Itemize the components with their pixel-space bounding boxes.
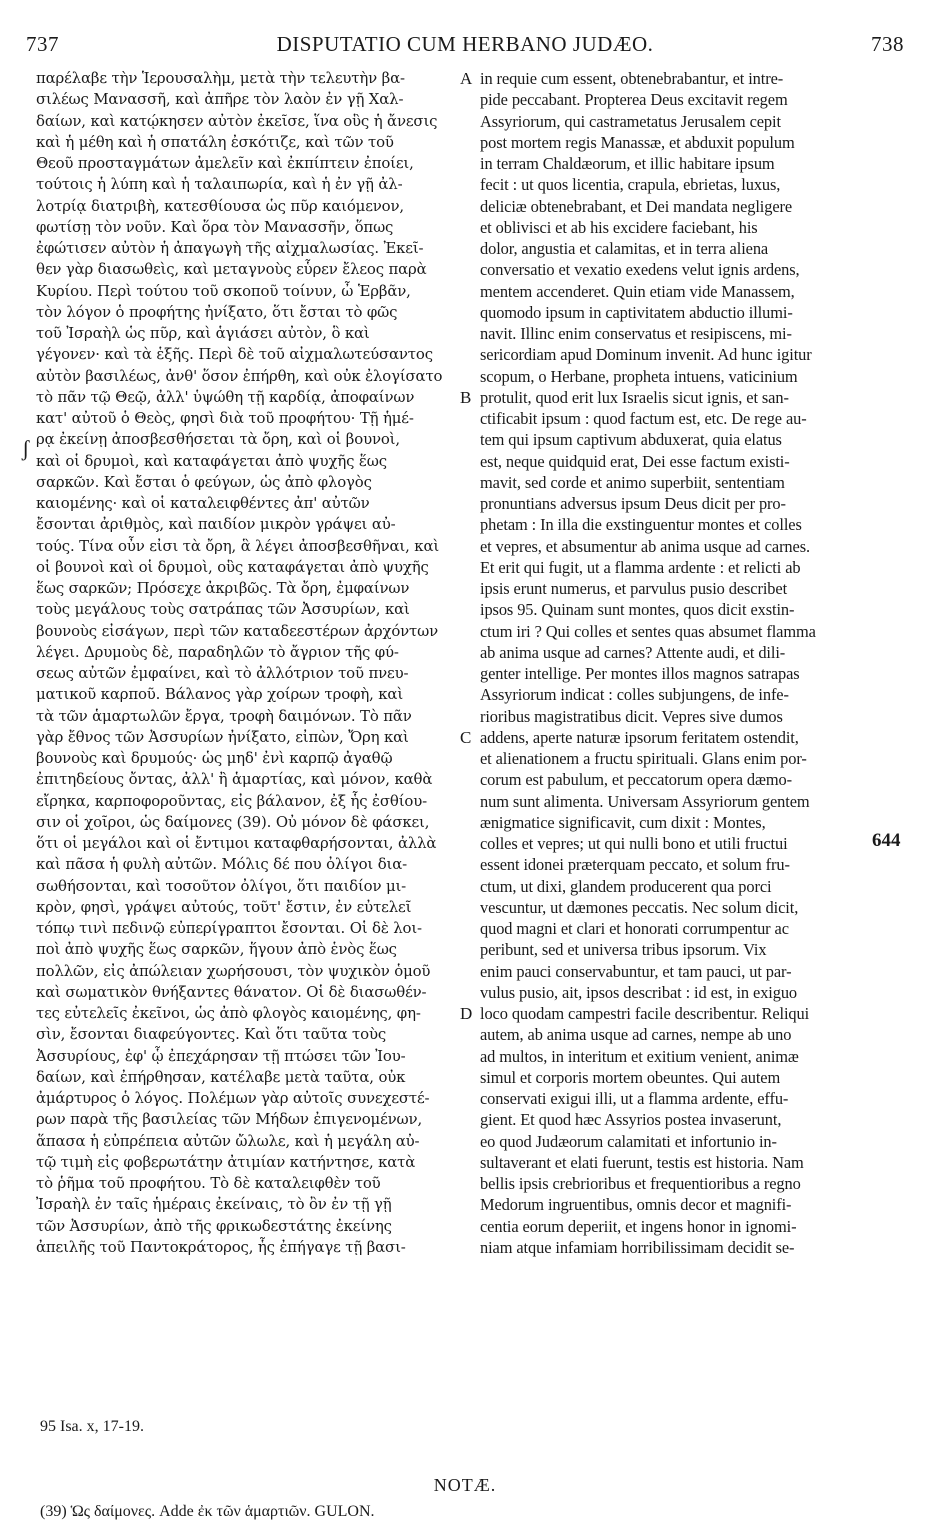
latin-text-line: ab anima usque ad carnes? Attente audi, et dili- bbox=[480, 642, 786, 662]
note-text: (39) Ὡς δαίμονες. Adde ἐκ τῶν ἁμαρτιῶν. GULON. bbox=[40, 1503, 375, 1520]
greek-text-line: ἅπασα ἡ εὐπρέπεια αὐτῶν ὤλωλε, καὶ ἡ μεγάλη αὐ- bbox=[36, 1131, 420, 1150]
latin-text-line: et alienationem a fructu spirituali. Glans enim por- bbox=[480, 749, 807, 768]
greek-text-line: τῶν Ἀσσυρίων, ἀπὸ τῆς φρικωδεστάτης ἐκείνης bbox=[36, 1216, 392, 1235]
latin-text-line: scopum, o Herbane, propheta intuens, vaticinium bbox=[480, 366, 798, 386]
greek-text-line: κατ' αὐτοῦ ὁ Θεὸς, φησὶ διὰ τοῦ προφήτου· Τῇ ἡμέ- bbox=[36, 409, 414, 427]
margin-mark: ʃ bbox=[22, 436, 30, 461]
latin-text-line: ipsis erunt numerus, et parvulus pusio describet bbox=[480, 579, 788, 598]
greek-text-line: ἕως σαρκῶν; Πρόσεχε ἀκριβῶς. Τὰ ὄρη, ἐμφαίνων bbox=[36, 579, 410, 597]
latin-text-line: et vepres, et absumentur ab anima usque ad carnes. bbox=[480, 536, 810, 556]
latin-text-line: Assyriorum indicat : colles subjungens, de infe- bbox=[480, 685, 789, 705]
section-letter: C bbox=[460, 727, 472, 747]
latin-text-line: ænigmatice significavit, cum dixit : Montes, bbox=[480, 812, 766, 832]
greek-text-line: φωτίσῃ τὸν νοῦν. Καὶ ὅρα τὸν Μανασσῆν, ὅπως bbox=[36, 217, 394, 236]
greek-text-line: τὸν λόγον ὁ προφήτης ἠνίξατο, ὅτι ἔσται τὸ φῶς bbox=[36, 302, 398, 321]
latin-text-line: genter intellige. Per montes illos magnos satrapas bbox=[480, 664, 800, 683]
latin-text-line: et oblivisci et ab his excidere faciebant, his bbox=[480, 217, 758, 237]
section-letter: A bbox=[460, 69, 473, 88]
footnote: 95 Isa. x, 17-19. bbox=[40, 1418, 144, 1435]
greek-text-line: καὶ σωματικὸν θνήξαντες θάνατον. Οἱ δὲ διασωθέν- bbox=[36, 982, 427, 1001]
latin-text-line: in terram Chaldæorum, et illic habitare ipsum bbox=[480, 154, 775, 173]
latin-text-line: quomodo ipsum in captivitatem abductio illumi- bbox=[480, 302, 793, 322]
latin-text-line: Assyriorum, qui castrametatus Jerusalem cepit bbox=[480, 111, 781, 131]
greek-text-line: τὰ τῶν ἁμαρτωλῶν ἔργα, τροφὴ δαιμόνων. Τὸ πᾶν bbox=[36, 706, 412, 725]
greek-text-line: τοῦ Ἰσραὴλ ὡς πῦρ, καὶ ἁγιάσει αὐτὸν, ὃ καὶ bbox=[36, 324, 370, 342]
latin-text-line: post mortem regis Manassæ, et abduxit populum bbox=[480, 132, 795, 152]
greek-text-line: σιν οἱ χοῖροι, ὡς δαίμονες (39). Οὐ μόνον δὲ φάσκει, bbox=[36, 812, 430, 831]
latin-text-line: phetam : In illa die exstinguentur montes et colles bbox=[480, 515, 802, 535]
page-header bbox=[26, 32, 904, 58]
latin-text-line: in requie cum essent, obtenebrabantur, et intre- bbox=[480, 69, 784, 88]
greek-text-line: καὶ πᾶσα ἡ φυλὴ αὐτῶν. Μόλις δέ που ὀλίγοι δια- bbox=[36, 855, 407, 874]
latin-text-line: ipsos 95. Quinam sunt montes, quos dicit exstin- bbox=[480, 600, 795, 620]
greek-text-line: δαίων, καὶ κατῴκησεν αὐτὸν ἐκεῖσε, ἵνα οὓς ἡ ἄνεσις bbox=[36, 111, 438, 130]
greek-text-line: εἴρηκα, καρποφοροῦντας, εἰς βάλανον, ἐξ ἧς ἐσθίου- bbox=[36, 791, 427, 810]
latin-text-line: mentem accenderet. Quin etiam vide Manassem, bbox=[480, 281, 795, 301]
greek-text-line: τὸ πᾶν τῷ Θεῷ, ἀλλ' ὑψώθη τῇ καρδίᾳ, ἀποφαίνων bbox=[36, 387, 415, 406]
latin-column bbox=[480, 68, 900, 1258]
greek-column bbox=[36, 68, 456, 1258]
greek-text-line: γὰρ ἔθνος τῶν Ἀσσυρίων ἠνίξατο, εἰπὼν, Ὄρη καὶ bbox=[36, 727, 409, 746]
latin-text-line: sultaverant et elati fuerunt, testis est historia. Nam bbox=[480, 1152, 804, 1172]
running-title: DISPUTATIO CUM HERBANO JUDÆO. bbox=[276, 32, 654, 56]
latin-text-line: fecit : ut quos licentia, crapula, ebrietas, luxus, bbox=[480, 175, 781, 195]
latin-text-line: navit. Illinc enim conservatus et resipiscens, mi- bbox=[480, 324, 792, 343]
section-letter: B bbox=[460, 387, 472, 407]
latin-text-line: protulit, quod erit lux Israelis sicut ignis, et san- bbox=[480, 387, 789, 407]
latin-text-line: centia eorum deperiit, et ingens honor in ignomi- bbox=[480, 1216, 797, 1236]
latin-text-line: deliciæ obtenebrabant, et Dei mandata negligere bbox=[480, 196, 793, 216]
greek-text-line: Ἰσραὴλ ἐν ταῖς ἡμέραις ἐκείναις, τὸ ὂν ἐν τῇ γῇ bbox=[36, 1195, 392, 1214]
latin-text-line: num sunt alimenta. Universam Assyriorum gentem bbox=[480, 791, 810, 811]
latin-text-line: essent idonei præterquam peccato, et solum fru- bbox=[480, 855, 790, 875]
latin-text-line: ctificabit ipsum : quod factum est, etc. De rege au- bbox=[480, 409, 807, 428]
greek-text-line: τοὺς μεγάλους τοὺς σατράπας τῶν Ἀσσυρίων, καὶ bbox=[36, 600, 410, 619]
greek-text-line: σὶν, ἔσονται διαφεύγοντες. Καὶ ὅτι ταῦτα τοὺς bbox=[36, 1025, 387, 1044]
greek-text-line: ματικοῦ καρποῦ. Βάλανος γὰρ χοίρων τροφὴ, καὶ bbox=[36, 685, 404, 704]
latin-text-line: simul et corporis mortem obeuntes. Qui autem bbox=[480, 1067, 781, 1087]
greek-text-line: ἔσονται ἀριθμὸς, καὶ παιδίον μικρὸν γράψει αὐ- bbox=[36, 515, 396, 534]
greek-text-line: Κυρίου. Περὶ τούτου τοῦ σκοποῦ τοίνυν, ὦ Ἑρβᾶν, bbox=[36, 281, 411, 300]
greek-text-line: κρὸν, φησὶ, γράψει αὐτούς, τοῦτ' ἔστιν, ἐν εὐτελεῖ bbox=[36, 897, 412, 916]
greek-text-line: Θεοῦ προσταγμάτων ἀμελεῖν καὶ ἐκπίπτειν ἐποίει, bbox=[36, 154, 414, 172]
latin-text-line: niam atque infamiam horribilissimam decidit se- bbox=[480, 1237, 795, 1257]
greek-text-line: οἱ βουνοὶ καὶ οἱ δρυμοὶ, οὓς καταφάγεται ἀπὸ ψυχῆς bbox=[36, 557, 429, 576]
greek-text-line: ποὶ ἀπὸ ψυχῆς ἕως σαρκῶν, ἥγουν ἀπὸ ἑνὸς ἕως bbox=[36, 940, 397, 959]
latin-text-line: Medorum ingruentibus, omnis decor et magnifi- bbox=[480, 1195, 792, 1215]
greek-text-line: ρων παρὰ τῆς βασιλείας τῶν Μήδων ἐπιγενομένων, bbox=[36, 1110, 423, 1129]
latin-text-line: vescuntur, ut dæmones peccatis. Nec solum dicit, bbox=[480, 897, 799, 917]
greek-text-line: ἀμάρτυρος ὁ λόγος. Πολέμων γὰρ αὐτοῖς συνεχεστέ- bbox=[36, 1089, 430, 1107]
margin-page-number: 644 bbox=[872, 830, 901, 851]
latin-text-line: conversatio et vexatio exedens velut ignis ardens, bbox=[480, 260, 800, 280]
latin-text-line: vulus pusio, ait, ipsos describat : id est, in exiguo bbox=[480, 982, 798, 1002]
greek-text-line: γέγονεν· καὶ τὰ ἑξῆς. Περὶ δὲ τοῦ αἰχμαλωτεύσαντος bbox=[36, 345, 433, 364]
section-letters bbox=[456, 68, 476, 1118]
latin-text-line: ctum, ut dixi, glandem producerent qua porci bbox=[480, 876, 772, 896]
greek-text-line: καὶ οἱ δρυμοὶ, καὶ καταφάγεται ἀπὸ ψυχῆς ἕως bbox=[36, 451, 387, 470]
greek-text-line: ὅτι οἱ μεγάλοι καὶ οἱ ἔντιμοι καταφθαρήσονται, ἀλλὰ bbox=[36, 834, 437, 852]
latin-text-line: mavit, sed corde et animo superbiit, sententiam bbox=[480, 472, 785, 492]
greek-text-line: καιομένης· καὶ οἱ καταλειφθέντες ἀπ' αὐτῶν bbox=[36, 494, 370, 512]
greek-text-line: βουνοὺς καὶ δρυμούς· ὡς μηδ' ἐνὶ καρπῷ ἀγαθῷ bbox=[36, 749, 393, 767]
latin-text-line: rioribus magistratibus dicit. Vepres sive dumos bbox=[480, 706, 783, 726]
latin-text-line: corum est pabulum, et peccatorum opera dæmo- bbox=[480, 770, 792, 790]
latin-text-line: peribunt, sed et universa tribus ipsorum. Vix bbox=[480, 940, 767, 960]
greek-text-line: Ἀσσυρίους, ἐφ' ᾧ ἐπεχάρησαν τῇ πτώσει τῶν Ἰου- bbox=[36, 1046, 406, 1065]
latin-text-line: enim pauci conservabuntur, et tam pauci, ut par- bbox=[480, 961, 792, 981]
greek-text-line: θεν γὰρ διασωθεὶς, καὶ μεταγνοὺς εὗρεν ἔλεος παρὰ bbox=[36, 260, 427, 279]
latin-text-line: loco quodam campestri facile describentur. Reliqui bbox=[480, 1004, 810, 1023]
latin-text-line: gient. Et quod hæc Assyrios postea invaserunt, bbox=[480, 1110, 782, 1130]
latin-text-line: dolor, angustia et calamitas, et in terra aliena bbox=[480, 239, 769, 258]
latin-text-line: pide peccabant. Propterea Deus excitavit regem bbox=[480, 90, 788, 110]
greek-text-line: σεως αὐτῶν ἐμφαίνει, καὶ τὸ ἀλλότριον τοῦ πνευ- bbox=[36, 664, 409, 682]
greek-text-line: δαίων, καὶ ἐπήρθησαν, κατέλαβε μετὰ ταῦτα, οὐκ bbox=[36, 1067, 406, 1086]
latin-text-line: ad multos, in interitum et exitium venient, animæ bbox=[480, 1046, 799, 1066]
greek-text-line: ἐφώτισεν αὐτὸν ἡ ἀπαγωγὴ τῆς αἰχμαλωσίας. Ἐκεῖ- bbox=[36, 239, 424, 257]
greek-text-line: ἀπειλῆς τοῦ Παντοκράτορος, ἧς ἐπήγαγε τῇ βασι- bbox=[36, 1237, 406, 1256]
greek-text-line: σωθήσονται, καὶ τοσοῦτον ὀλίγοι, ὅτι παιδίον μι- bbox=[36, 876, 407, 895]
latin-text-line: sericordiam apud Dominum invenit. Ad hunc igitur bbox=[480, 345, 812, 365]
greek-text-line: τούς. Τίνα οὖν εἰσι τὰ ὄρη, ἃ λέγει ἀποσβεσθῆναι, καὶ bbox=[36, 536, 440, 555]
greek-text-line: τῷ τιμὴ εἰς φοβερωτάτην ἀτιμίαν κατήντησε, κατὰ bbox=[36, 1152, 416, 1171]
greek-text-line: ἐπιτηδείους ὄντας, ἀλλ' ἢ ἁμαρτίας, καὶ μόνον, καθὰ bbox=[36, 770, 433, 789]
latin-text-line: addens, aperte naturæ ipsorum feritatem ostendit, bbox=[480, 727, 799, 747]
latin-text-line: bellis ipsis crebrioribus et frequentioribus a regno bbox=[480, 1174, 801, 1193]
greek-text-line: τόπῳ τινὶ πεδινῷ εὐπερίγραπτοι ἔσονται. Οἱ δὲ λοι- bbox=[36, 919, 422, 937]
greek-text-line: ρᾳ ἐκείνῃ ἀποσβεσθήσεται τὰ ὄρη, καὶ οἱ βουνοὶ, bbox=[36, 430, 400, 449]
greek-text-line: αὐτὸν βασιλέως, ἀνθ' ὅσον ἐπήρθη, καὶ οὐκ ἐλογίσατο bbox=[36, 366, 443, 385]
latin-text-line: Et erit qui fugit, ut a flamma ardente : et relicti ab bbox=[480, 557, 801, 577]
latin-text-line: est, neque quidquid erat, Dei esse factum existi- bbox=[480, 451, 790, 471]
latin-text-line: conservati exigui illi, ut a flamma ardente, effu- bbox=[480, 1089, 789, 1108]
left-page-number: 737 bbox=[26, 32, 59, 56]
latin-text-line: quod magni et clari et honorati corrumpentur ac bbox=[480, 919, 789, 938]
section-letter: D bbox=[460, 1004, 473, 1023]
greek-text-line: σαρκῶν. Καὶ ἔσται ὁ φεύγων, ὡς ἀπὸ φλογὸς bbox=[36, 472, 372, 491]
greek-text-line: τὸ ῥῆμα τοῦ προφήτου. Τὸ δὲ καταλειφθὲν τοῦ bbox=[36, 1174, 381, 1192]
greek-text-line: τούτοις ἡ λύπη καὶ ἡ ταλαιπωρία, καὶ ἡ ἐν γῇ ἀλ- bbox=[36, 175, 403, 194]
greek-text-line: τες εὐτελεῖς ἐκεῖνοι, ὡς ἀπὸ φλογὸς καιομένης, φη- bbox=[36, 1004, 421, 1022]
greek-text-line: πολλῶν, εἰς ἀπώλειαν χωρήσουσι, τὸν ψυχικὸν ὁμοῦ bbox=[36, 961, 431, 980]
latin-text-line: colles et vepres; ut qui nulli bono et utili fructui bbox=[480, 834, 788, 853]
greek-text-line: καὶ ἡ μέθη καὶ ἡ σπατάλη ἐσκότιζε, καὶ τῶν τοῦ bbox=[36, 132, 394, 151]
greek-text-line: σιλέως Μανασσῆ, καὶ ἀπῆρε τὸν λαὸν ἐν γῇ Χαλ- bbox=[36, 90, 404, 109]
greek-text-line: λοτρίᾳ διατριβὴ, κατεσθίουσα ὡς πῦρ καιόμενον, bbox=[36, 196, 404, 215]
latin-text-line: ctum iri ? Qui colles et sentes quas absumet flamma bbox=[480, 621, 816, 641]
latin-text-line: autem, ab anima usque ad carnes, nempe ab uno bbox=[480, 1025, 792, 1045]
right-page-number: 738 bbox=[871, 32, 904, 56]
greek-text-line: βουνοὺς εἰσάγων, περὶ τῶν καταδεεστέρων ἀρχόντων bbox=[36, 621, 439, 640]
notes-heading: NOTÆ. bbox=[433, 1475, 497, 1495]
greek-text-line: λέγει. Δρυμοὺς δὲ, παραδηλῶν τὸ ἄγριον τῆς φύ- bbox=[36, 642, 399, 661]
greek-text-line: παρέλαβε τὴν Ἱερουσαλὴμ, μετὰ τὴν τελευτὴν βα- bbox=[36, 69, 405, 87]
latin-text-line: tem qui ipsum captivum abduxerat, quia elatus bbox=[480, 430, 782, 450]
latin-text-line: pronuntians adversus ipsum Deus dicit per pro- bbox=[480, 494, 786, 513]
latin-text-line: eo quod Judæorum calamitati et infortunio in- bbox=[480, 1131, 777, 1151]
